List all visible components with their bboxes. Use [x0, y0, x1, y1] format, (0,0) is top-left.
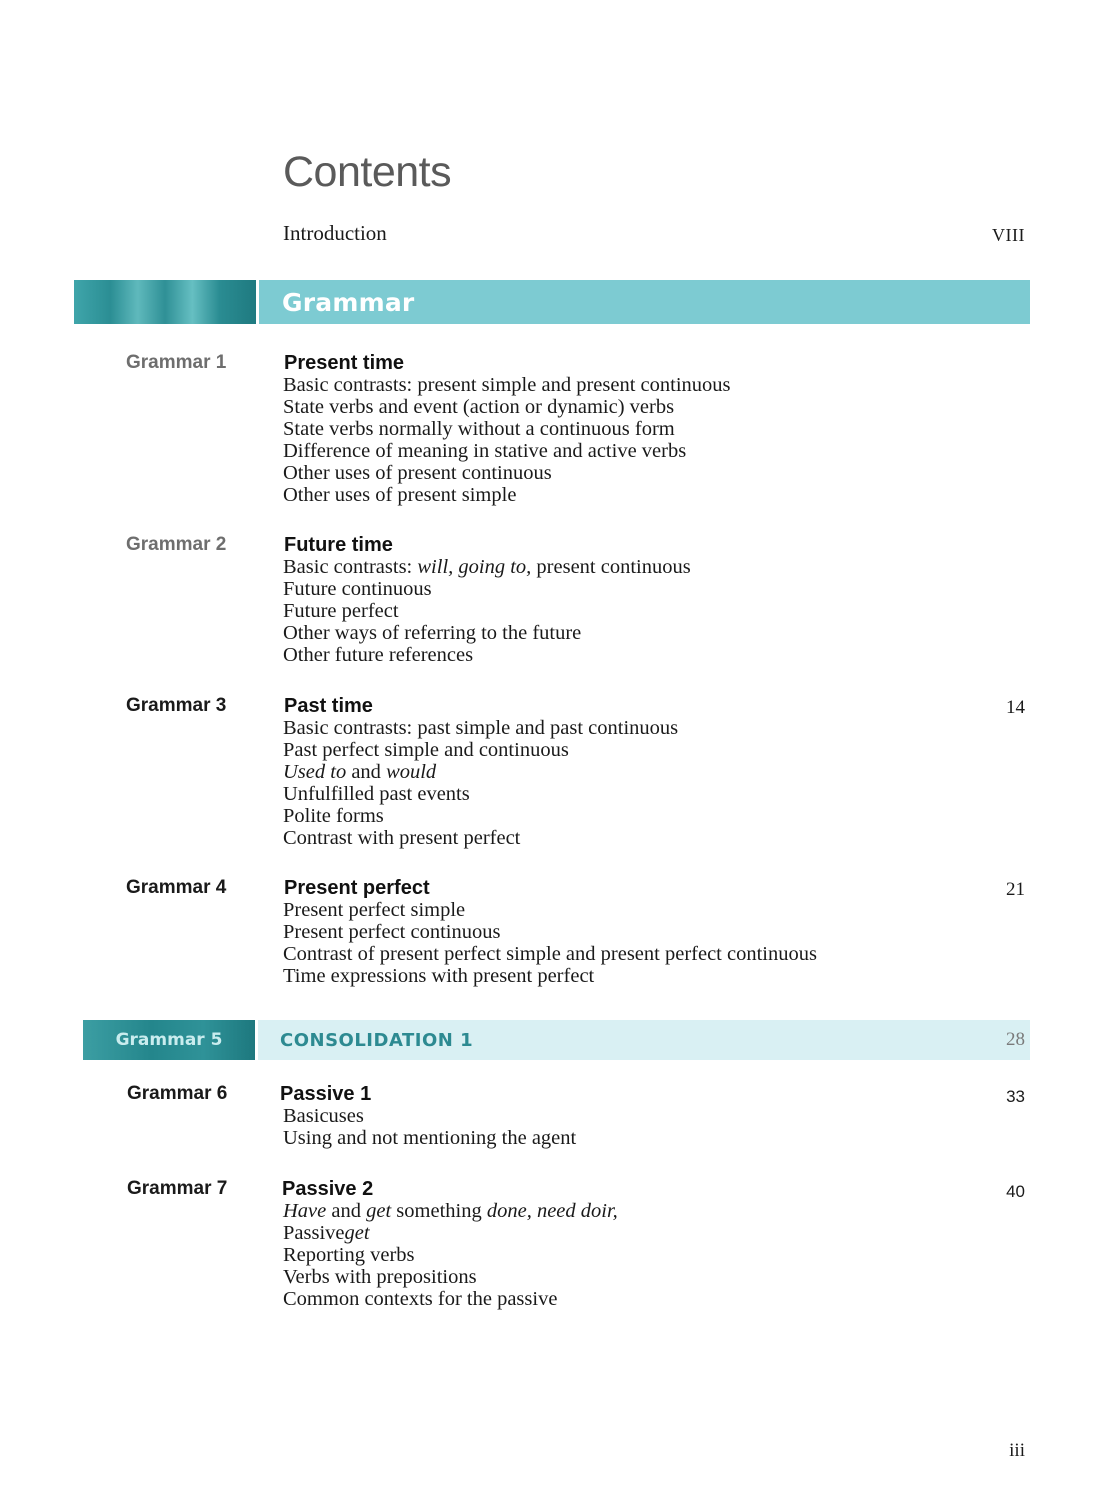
topic-item: Future perfect [283, 600, 399, 622]
topic-item: Time expressions with present perfect [283, 965, 595, 987]
topic-item: State verbs and event (action or dynamic) verbs [283, 396, 675, 418]
unit-label: Grammar 3 [126, 695, 227, 716]
topic-item: Contrast with present perfect [283, 827, 521, 849]
topic-item: Basicuses [283, 1105, 364, 1127]
unit-label: Grammar 4 [126, 877, 227, 898]
consolidation-title: CONSOLIDATION 1 [280, 1029, 474, 1051]
unit-label: Grammar 7 [127, 1178, 228, 1199]
topic-item: Other uses of present simple [283, 484, 517, 506]
topic-item: Common contexts for the passive [283, 1288, 558, 1310]
topic-item: Reporting verbs [283, 1244, 415, 1266]
topic-item: Basic contrasts: past simple and past continuous [283, 717, 679, 739]
page-number: VIII [992, 225, 1025, 245]
topic-item: Other uses of present continuous [283, 462, 552, 484]
topic-item: Basic contrasts: will, going to, present continuous [283, 556, 691, 578]
banner-photo-image [74, 280, 256, 324]
topic-item: Future continuous [283, 578, 432, 600]
topic-item: Difference of meaning in stative and active verbs [283, 440, 687, 462]
unit-label: Grammar 2 [126, 534, 227, 555]
grammar-section-banner [74, 280, 1030, 324]
topic-item: Present perfect simple [283, 899, 466, 921]
page-number: 40 [1006, 1182, 1025, 1201]
topic-item: Verbs with prepositions [283, 1266, 477, 1288]
unit-label: Grammar 5 [115, 1030, 223, 1050]
banner-band [258, 1020, 1030, 1060]
page-number: 28 [1006, 1029, 1025, 1050]
banner-photo-image [83, 1020, 255, 1060]
unit-label: Grammar 1 [126, 352, 227, 373]
topic-item: Contrast of present perfect simple and present perfect continuous [283, 943, 817, 965]
topic-item: Present perfect continuous [283, 921, 501, 943]
topic-item: Polite forms [283, 805, 384, 827]
unit-title: Future time [284, 534, 393, 556]
topic-item: Other ways of referring to the future [283, 622, 582, 644]
topic-item: Basic contrasts: present simple and present continuous [283, 374, 731, 396]
banner-band [259, 280, 1030, 324]
consolidation-banner[interactable] [83, 1020, 1030, 1060]
page-title: Contents [283, 148, 452, 196]
unit-title: Past time [284, 695, 373, 717]
toc-entry-introduction[interactable] [283, 221, 1025, 246]
page-number: 21 [1006, 879, 1025, 900]
topic-item: Used to and would [283, 761, 437, 783]
topic-item: Passiveget [283, 1222, 370, 1244]
topic-item: Using and not mentioning the agent [283, 1127, 577, 1149]
topic-item: Have and get something done, need doir, [283, 1200, 618, 1222]
banner-heading: Grammar [282, 287, 415, 317]
unit-title: Present time [284, 352, 405, 374]
unit-title: Passive 2 [282, 1178, 374, 1200]
unit-title: Passive 1 [280, 1083, 372, 1105]
page-number: 14 [1006, 697, 1025, 718]
topic-item: State verbs normally without a continuous form [283, 418, 675, 440]
unit-label: Grammar 6 [127, 1083, 228, 1104]
unit-title: Present perfect [284, 877, 430, 899]
page-folio: iii [1009, 1440, 1025, 1461]
topic-item: Other future references [283, 644, 474, 666]
entry-title: Introduction [283, 221, 387, 245]
topic-item: Past perfect simple and continuous [283, 739, 569, 761]
page-number: 33 [1006, 1087, 1025, 1106]
topic-item: Unfulfilled past events [283, 783, 470, 805]
